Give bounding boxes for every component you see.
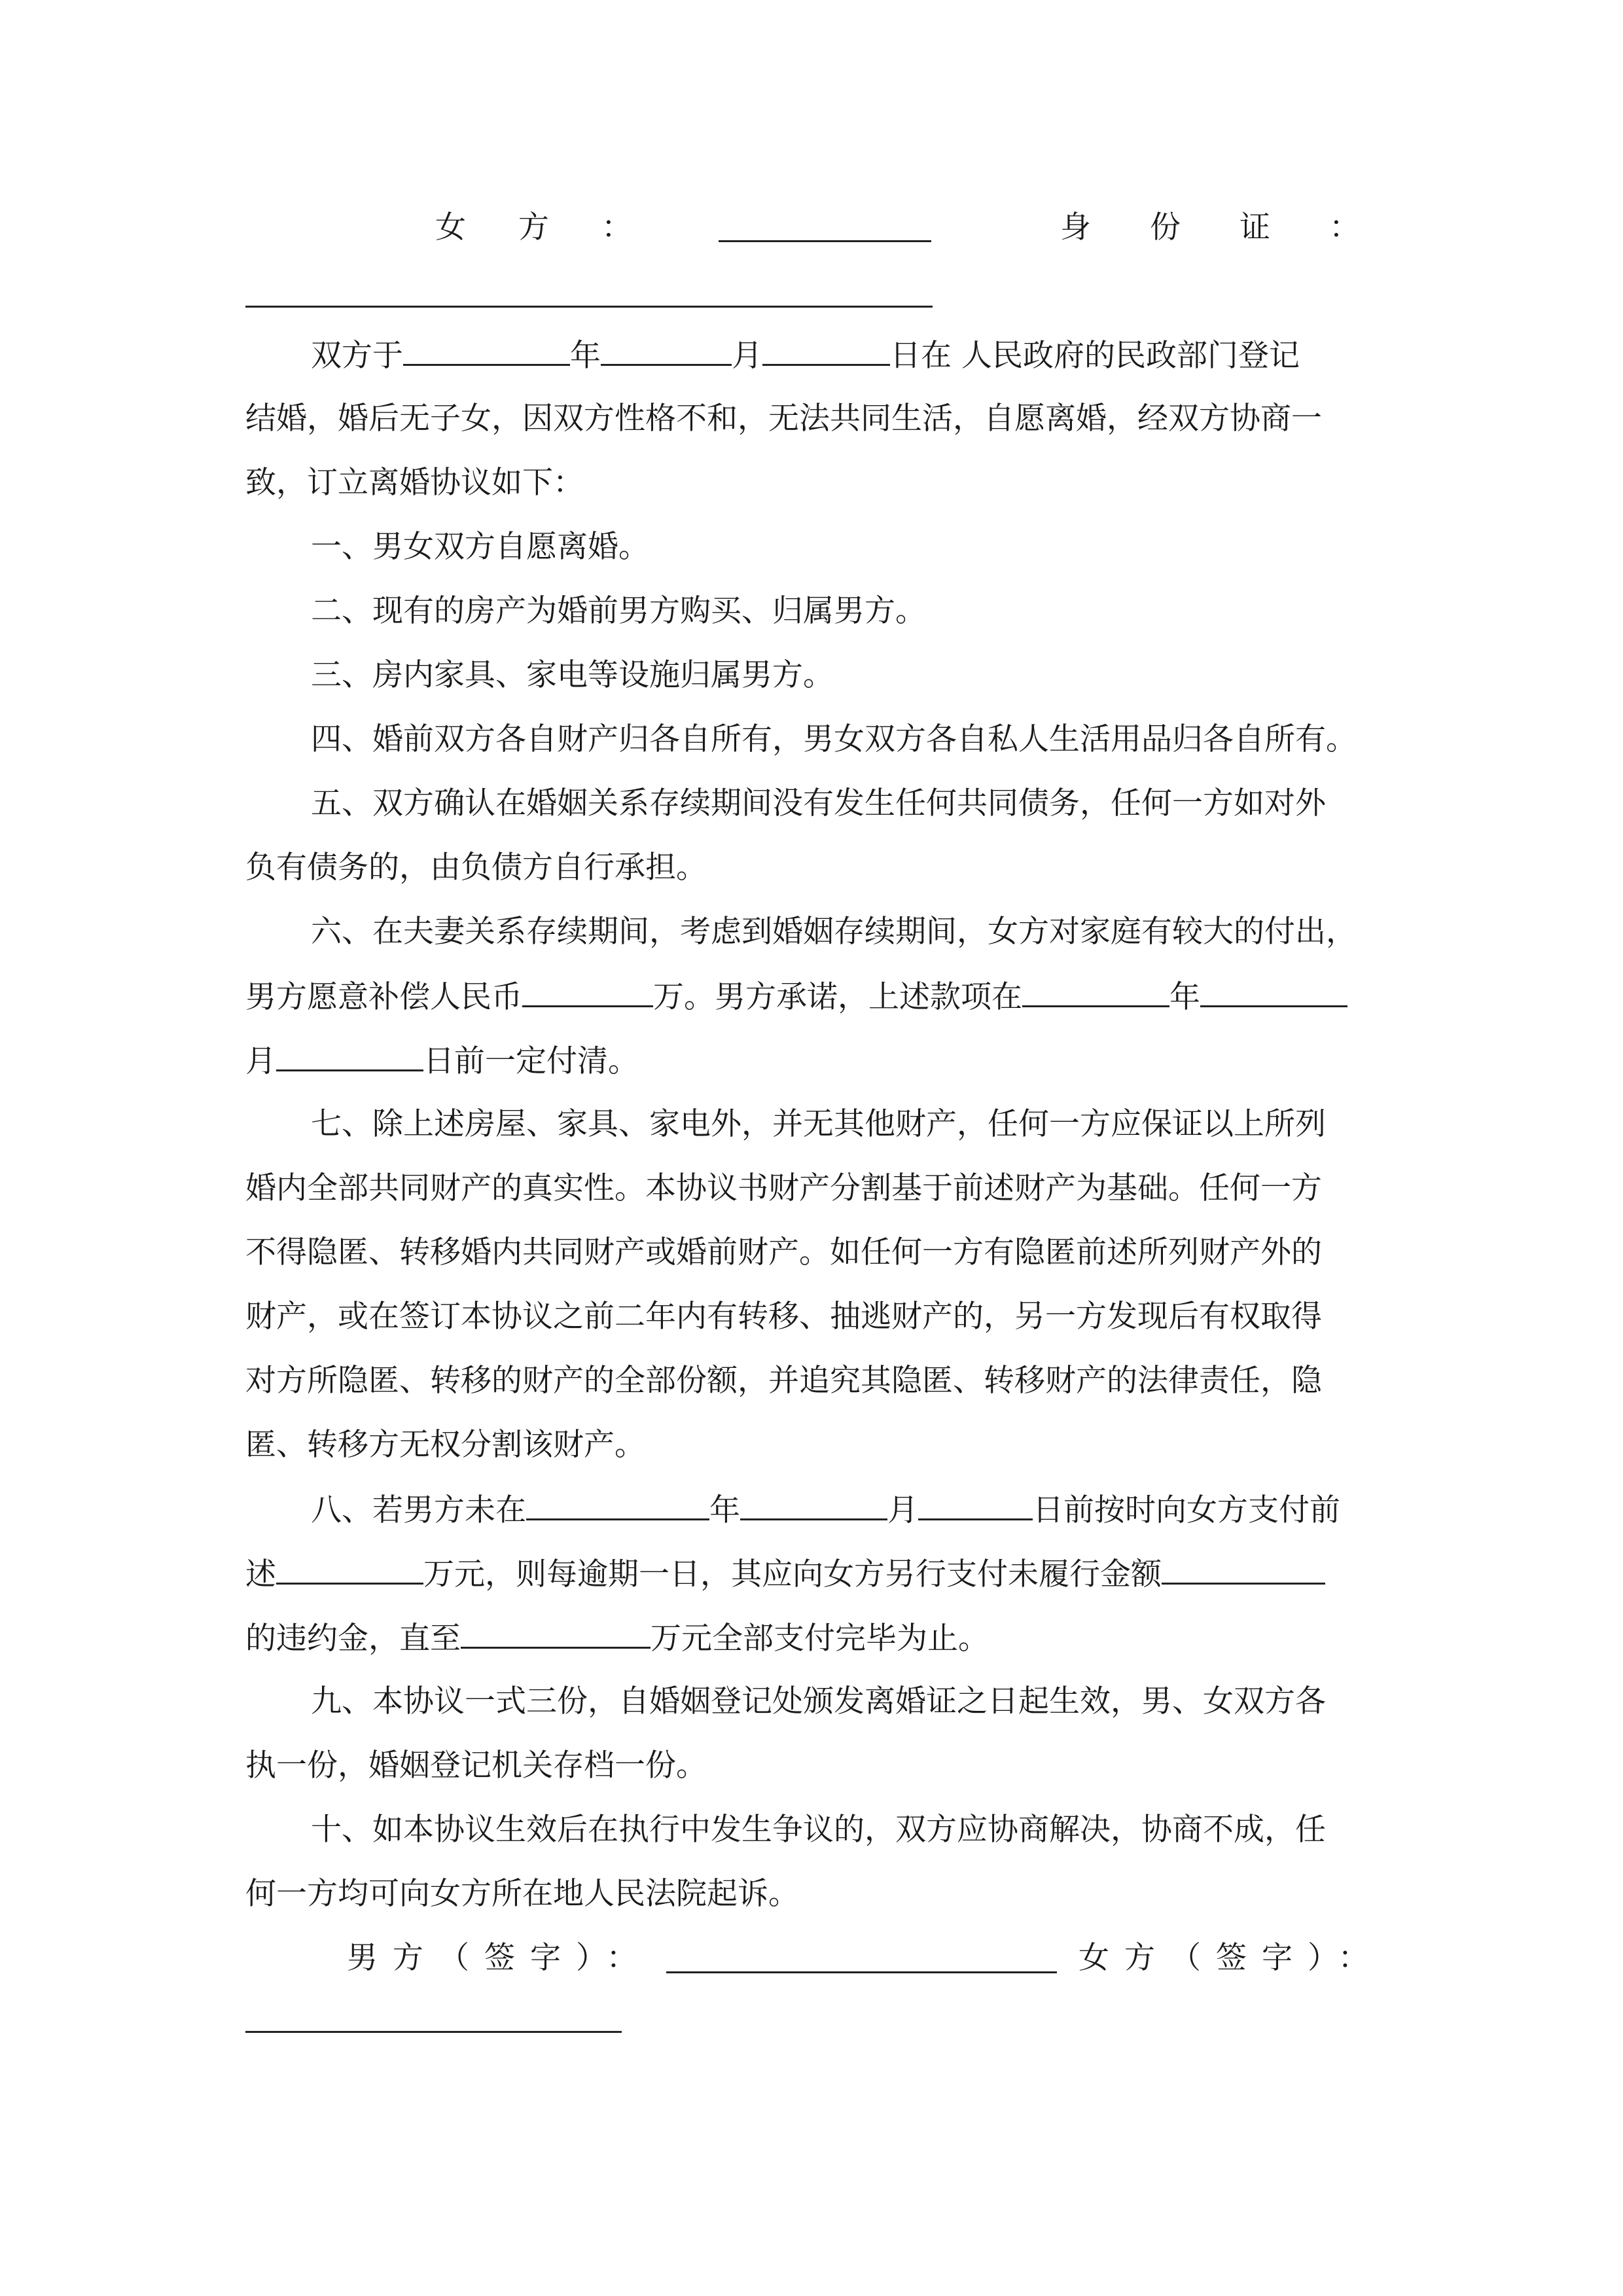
- clause-10-line-1: 十、如本协议生效后在执行中发生争议的，双方应协商解决，协商不成，任: [311, 1812, 1326, 1848]
- marriage-year-blank: [403, 335, 570, 366]
- clause-9-line-1: 九、本协议一式三份，自婚姻登记处颁发离婚证之日起生效，男、女双方各: [311, 1683, 1326, 1719]
- wife-name-blank: [719, 240, 931, 242]
- clause-2: 二、现有的房产为婚前男方购买、归属男方。: [311, 593, 926, 629]
- id-card-label: 身份证：: [1060, 209, 1419, 245]
- clause-7-line-5: 对方所隐匿、转移的财产的全部份额，并追究其隐匿、转移财产的法律责任，隐: [245, 1363, 1322, 1399]
- clause-6-line-2: 男方愿意补偿人民币 万。男方承诺，上述款项在 年: [245, 977, 1378, 1017]
- clause-10-line-2: 何一方均可向女方所在地人民法院起诉。: [245, 1876, 799, 1912]
- wife-signature-label: 女方（签字）：: [1079, 1940, 1384, 1976]
- intro-line-3: 致，订立离婚协议如下：: [245, 465, 584, 501]
- compensation-amount-blank: [522, 977, 653, 1007]
- marriage-day-blank: [762, 335, 890, 366]
- clause-3: 三、房内家具、家电等设施归属男方。: [311, 657, 834, 693]
- clause-6-line-1: 六、在夫妻关系存续期间，考虑到婚姻存续期间，女方对家庭有较大的付出，: [311, 914, 1357, 950]
- clause-4: 四、婚前双方各自财产归各自所有，男女双方各自私人生活用品归各自所有。: [311, 721, 1357, 757]
- clause-9-line-2: 执一份，婚姻登记机关存档一份。: [245, 1748, 707, 1784]
- id-card-blank: [245, 306, 933, 308]
- deadline-day-blank: [918, 1490, 1033, 1520]
- clause-6-line-3: 月 日前一定付清。: [245, 1041, 1378, 1081]
- payment-year-blank: [1022, 977, 1169, 1007]
- marriage-month-blank: [601, 335, 732, 366]
- clause-5-line-1: 五、双方确认在婚姻关系存续期间没有发生任何共同债务，任何一方如对外: [311, 785, 1326, 821]
- husband-signature-label: 男方（签字）：: [347, 1940, 652, 1976]
- deadline-month-blank: [740, 1490, 887, 1520]
- clause-7-line-6: 匿、转移方无权分割该财产。: [245, 1427, 645, 1463]
- husband-signature-blank: [666, 1971, 1057, 1973]
- payment-year-tail-blank: [1200, 977, 1347, 1007]
- deadline-year-blank: [526, 1490, 709, 1520]
- payment-month-blank: [276, 1041, 423, 1071]
- intro-line-1: 双方于 年 月 日在 人民政府的民政部门登记: [311, 335, 1378, 376]
- wife-signature-blank: [245, 2031, 622, 2033]
- clause-5-line-2: 负有债务的，由负债方自行承担。: [245, 850, 707, 886]
- clause-7-line-3: 不得隐匿、转移婚内共同财产或婚前财产。如任何一方有隐匿前述所列财产外的: [245, 1234, 1322, 1270]
- intro-line-2: 结婚，婚后无子女，因双方性格不和，无法共同生活，自愿离婚，经双方协商一: [245, 401, 1322, 437]
- clause-7-line-2: 婚内全部共同财产的真实性。本协议书财产分割基于前述财产为基础。任何一方: [245, 1170, 1322, 1206]
- total-amount-blank: [461, 1618, 651, 1649]
- clause-7-line-1: 七、除上述房屋、家具、家电外，并无其他财产，任何一方应保证以上所列: [311, 1106, 1326, 1142]
- clause-8-line-1: 八、若男方未在 年 月 日前按时向女方支付前: [311, 1490, 1378, 1530]
- clause-8-line-3: 的违约金，直至 万元全部支付完毕为止。: [245, 1618, 1378, 1659]
- clause-7-line-4: 财产，或在签订本协议之前二年内有转移、抽逃财产的，另一方发现后有权取得: [245, 1299, 1322, 1335]
- clause-1: 一、男女双方自愿离婚。: [311, 529, 649, 565]
- clause-8-line-2: 述 万元，则每逾期一日，其应向女方另行支付未履行金额: [245, 1554, 1378, 1594]
- penalty-amount-blank: [1162, 1554, 1325, 1585]
- wife-label: 女方：: [435, 209, 685, 245]
- principal-amount-blank: [276, 1554, 423, 1585]
